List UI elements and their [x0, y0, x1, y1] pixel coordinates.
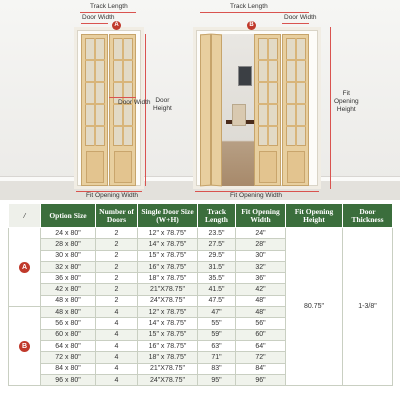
cell-track-length: 29.5" [198, 250, 236, 261]
cell-option-size: 28 x 80" [41, 239, 96, 250]
cell-option-size: 32 x 80" [41, 261, 96, 272]
cell-fit-opening-width: 64" [236, 340, 286, 351]
cell-option-size: 72 x 80" [41, 352, 96, 363]
cell-single-door-size: 16" x 78.75" [138, 261, 198, 272]
cell-number-of-doors: 4 [96, 329, 138, 340]
cell-option-size: 60 x 80" [41, 329, 96, 340]
door-width-line-side [109, 97, 136, 98]
bifold-door-a-right [109, 34, 136, 186]
group-b-cell [9, 307, 41, 386]
cell-single-door-size: 12" x 78.75" [138, 307, 198, 318]
bifold-door-b-4 [282, 34, 309, 186]
cell-fit-opening-width: 60" [236, 329, 286, 340]
track-length-label-a: Track Length [90, 3, 128, 10]
cell-option-size: 42 x 80" [41, 284, 96, 295]
track-length-line-a [80, 12, 136, 13]
cell-fit-opening-width: 24" [236, 228, 286, 239]
cell-track-length: 31.5" [198, 261, 236, 272]
bifold-door-b-3 [254, 34, 281, 186]
cell-number-of-doors: 2 [96, 273, 138, 284]
cell-option-size: 48 x 80" [41, 307, 96, 318]
cell-single-door-size: 16" x 78.75" [138, 340, 198, 351]
cell-option-size: 64 x 80" [41, 340, 96, 351]
header-fit-opening-height: Fit Opening Height [286, 204, 343, 228]
cell-fit-opening-width: 36" [236, 273, 286, 284]
marker-a-icon: A [112, 21, 121, 30]
door-width-label-b: Door Width [284, 14, 317, 21]
cell-number-of-doors: 2 [96, 250, 138, 261]
cell-number-of-doors: 4 [96, 340, 138, 351]
cell-number-of-doors: 2 [96, 228, 138, 239]
chair [232, 104, 246, 126]
cell-option-size: 24 x 80" [41, 228, 96, 239]
track-length-line-b [200, 12, 309, 13]
bifold-door-b-1 [200, 34, 211, 187]
cell-number-of-doors: 2 [96, 295, 138, 306]
cell-number-of-doors: 4 [96, 374, 138, 385]
cell-option-size: 36 x 80" [41, 273, 96, 284]
door-width-line-b [282, 23, 309, 24]
cell-single-door-size: 24"X78.75" [138, 295, 198, 306]
cell-single-door-size: 24"X78.75" [138, 374, 198, 385]
cell-track-length: 83" [198, 363, 236, 374]
header-row [9, 204, 393, 228]
cell-fit-opening-width: 56" [236, 318, 286, 329]
cell-number-of-doors: 4 [96, 352, 138, 363]
cell-fit-opening-width: 32" [236, 261, 286, 272]
cell-fit-opening-width: 48" [236, 295, 286, 306]
cell-single-door-size: 14" x 78.75" [138, 239, 198, 250]
cell-single-door-size: 21"X78.75" [138, 363, 198, 374]
cell-fit-opening-width: 72" [236, 352, 286, 363]
cell-fit-opening-width: 96" [236, 374, 286, 385]
cell-track-length: 23.5" [198, 228, 236, 239]
cell-fit-opening-height: 80.75" [286, 228, 343, 386]
cell-option-size: 48 x 80" [41, 295, 96, 306]
fit-opening-height-label: Fit Opening Height [334, 90, 359, 113]
bifold-door-b-2 [211, 34, 222, 187]
cell-number-of-doors: 2 [96, 261, 138, 272]
header-track-length: Track Length [198, 204, 236, 228]
door-width-label-top: Door Width [82, 14, 115, 21]
cell-number-of-doors: 4 [96, 363, 138, 374]
group-a-cell [9, 228, 41, 307]
table-row [9, 228, 393, 239]
cell-single-door-size: 18" x 78.75" [138, 273, 198, 284]
cell-track-length: 55" [198, 318, 236, 329]
cell-number-of-doors: 2 [96, 239, 138, 250]
header-option-size: Option Size [41, 204, 96, 228]
cell-single-door-size: 21"X78.75" [138, 284, 198, 295]
cell-track-length: 71" [198, 352, 236, 363]
cell-option-size: 30 x 80" [41, 250, 96, 261]
marker-b-icon: B [247, 21, 256, 30]
cell-fit-opening-width: 30" [236, 250, 286, 261]
door-width-label-side: Door Width [118, 99, 151, 106]
cell-track-length: 47.5" [198, 295, 236, 306]
group-b-badge-icon: B [19, 341, 30, 352]
cell-track-length: 63" [198, 340, 236, 351]
size-spec-table [8, 203, 393, 386]
cell-track-length: 95" [198, 374, 236, 385]
fit-opening-height-line [330, 27, 331, 189]
fit-opening-width-label-a: Fit Opening Width [86, 192, 139, 199]
cell-track-length: 47" [198, 307, 236, 318]
header-single-door-size: Single Door Size (W+H) [138, 204, 198, 228]
group-a-badge-icon: A [19, 262, 30, 273]
door-height-line [145, 34, 146, 186]
cell-number-of-doors: 2 [96, 284, 138, 295]
cell-fit-opening-width: 84" [236, 363, 286, 374]
cell-single-door-size: 14" x 78.75" [138, 318, 198, 329]
header-fit-opening-width: Fit Opening Width [236, 204, 286, 228]
cell-number-of-doors: 4 [96, 318, 138, 329]
cell-single-door-size: 12" x 78.75" [138, 228, 198, 239]
header-index: / [9, 204, 41, 228]
cell-fit-opening-width: 48" [236, 307, 286, 318]
cell-fit-opening-width: 28" [236, 239, 286, 250]
cell-option-size: 56 x 80" [41, 318, 96, 329]
cell-track-length: 59" [198, 329, 236, 340]
track-length-label-b: Track Length [230, 3, 268, 10]
cell-single-door-size: 15" x 78.75" [138, 329, 198, 340]
cell-single-door-size: 18" x 78.75" [138, 352, 198, 363]
door-width-line [81, 23, 108, 24]
cell-track-length: 35.5" [198, 273, 236, 284]
door-height-label: Door Height [153, 97, 172, 112]
bifold-door-a-left [81, 34, 108, 186]
table-body [9, 228, 393, 386]
header-door-thickness: Door Thickness [343, 204, 393, 228]
cell-track-length: 27.5" [198, 239, 236, 250]
cell-single-door-size: 15" x 78.75" [138, 250, 198, 261]
cell-track-length: 41.5" [198, 284, 236, 295]
header-number-of-doors: Number of Doors [96, 204, 138, 228]
fit-opening-width-label-b: Fit Opening Width [230, 192, 283, 199]
cell-fit-opening-width: 42" [236, 284, 286, 295]
cell-option-size: 84 x 80" [41, 363, 96, 374]
cell-number-of-doors: 4 [96, 307, 138, 318]
cell-door-thickness: 1-3/8" [343, 228, 393, 386]
cell-option-size: 96 x 80" [41, 374, 96, 385]
wall-picture [238, 66, 252, 86]
